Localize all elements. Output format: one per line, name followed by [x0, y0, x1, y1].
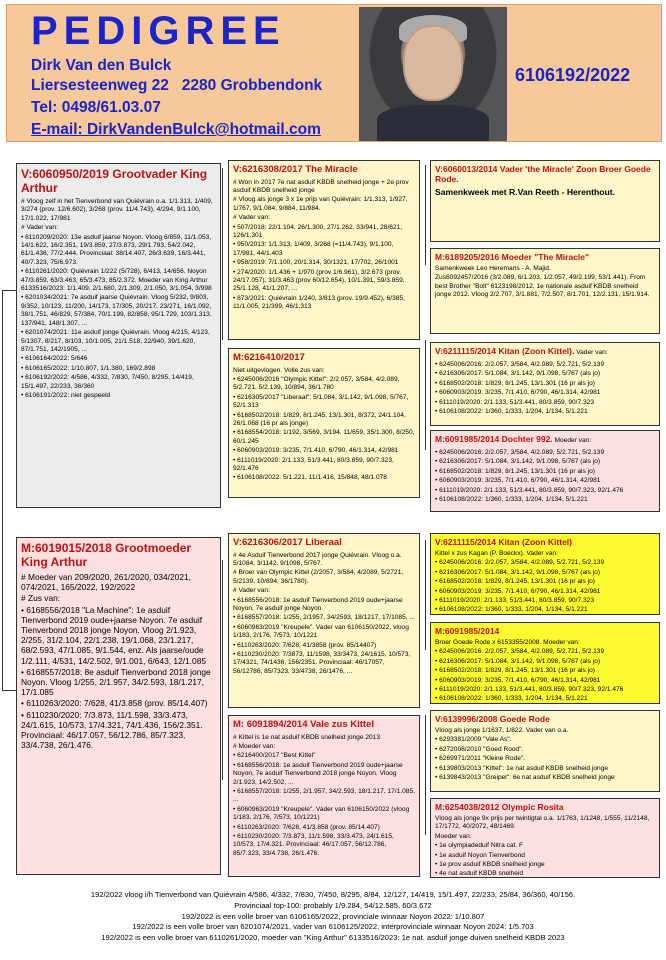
sire-line: # Vloog zelf in het Tienverbond van Quiévrain o.a. 1/1.313, 1/409, 3/274 (prov. 12/6.602), 3/268 (prov. 11/4.743), 4/294, 9/1.100, 17/1.022, 17/981 — [21, 198, 213, 222]
dam-sire-dam-line: • 6106108/2022: 1/360, 1/333, 1/204, 1/134, 5/1.221 — [435, 695, 588, 703]
owner-address: Liersesteenweg 22 2280 Grobbendonk — [31, 77, 323, 94]
dam-dam-line: # Kittel is 1e nat asduif KBDB snelheid jonge 2013 — [233, 733, 380, 741]
footer-line: 192/2022 is een volle broer van 6201074/2021, vader van 6106125/2022, interprovinciale winnaar Noyon 2024: 1/5.703 — [132, 922, 534, 932]
sire-sire-sire-title: V:6060013/2014 Vader 'the Miracle' Zoon Broer Goede Rode. — [435, 164, 651, 184]
sire-line: • 6106164/2022: 5/646 — [21, 355, 88, 363]
dam-sire-dam-line: Broer Goede Rode x 6153355/2008. Moeder van: — [435, 639, 580, 646]
sire-line: • 6110209/2020: 13e asduif jaarse Noyon. Vloog 6/859, 11/1.053, 14/1.622, 16/2.351, 19/3.859, 27/3.873, 29/1.793, 54/2.042, 61/1.436, 77/2.444. Provinciaal: 38/14.407, 26/3.639, 16/3.441, 40/7.323, 75/6.973. — [21, 233, 212, 266]
dam-sire-line: • 6110263/2020: 7/628, 41/3858 (prov. 85/14407) — [233, 641, 377, 649]
dam-dam-dam-line: Vloog als jonge 9x prijs per twintigtal o.a. 1/1763, 1/1248, 1/555, 11/2148, 17/1772, 40/2072, 48/1469. — [435, 815, 650, 831]
tree-connector — [425, 165, 426, 265]
dam-line: # Moeder van 209/2020, 261/2020, 034/2021, 074/2021, 165/2022, 192/2022 — [21, 572, 191, 593]
dam-sire-dam-line: • 6111019/2020: 2/1.133, 51/3.441, 80/3.859, 90/7.323, 92/1.476 — [435, 686, 624, 694]
tree-connector — [425, 715, 426, 835]
dam-sire-dam-line: • 6060903/2019: 3/235, 7/1.410, 6/790, 46/1.314, 42/981 — [435, 676, 601, 684]
sire-dam-dam-line: • 6111019/2020: 2/1.133, 51/3.441, 80/3.859, 90/7.323, 92/1.476 — [435, 486, 624, 494]
dam-dam-sire-line: • 6272008/2010 "Goed Rood". — [435, 745, 524, 753]
sire-sire-sire-box — [430, 160, 660, 242]
sire-dam-box — [228, 348, 420, 498]
dam-dam-line: • 6060963/2019 "Kreupele". Vader van 6106150/2022 (vloog 1/183, 2/176, 7/573, 10/1221) — [233, 805, 410, 822]
sire-dam-sire-line: • 6106108/2022: 1/360, 1/333, 1/204, 1/134, 5/1.221 — [435, 408, 588, 416]
sire-sire-line: # Vloog als jonge 3 x 1e prijs van Quiévrain: 1/1.313, 1/927, 1/767, 9/1.084, 9/884, 11/984. — [233, 196, 408, 212]
dam-sire-line: • 6168556/2018: 1e asduif Tienverbond 2019 oude+jaarse Noyon, 7e asduif jonge Noyon — [233, 596, 403, 612]
dam-dam-sire-box — [430, 710, 660, 792]
dam-dam-dam-box — [430, 798, 660, 878]
dam-line: • 6168557/2018: 8e asduif Tienverbond 2018 jonge Noyon. Vloog 1/255, 2/1.957, 34/2.593, 18/1.217, 17/1.085 — [21, 666, 211, 698]
dam-sire-line: • 6168557/2018: 1/255, 2/1957, 34/2593, 18/1217, 17/1085, ... — [233, 614, 415, 622]
dam-dam-line: • 6216400/2017 "Best Kittel" — [233, 752, 316, 760]
sire-sire-line: # Won in 2017 7e nat asduif KBDB snelheid jonge + 2e prov asduif KBDB snelheid jonge — [233, 178, 409, 194]
sire-sire-line: • 274/2020: 1/1.436 + 1/970 (prov 1/6.961), 3/2.673 (prov. 24/17.057), 31/3.463 (prov 60/12.654), 10/1.391, 59/3.859, 25/1.128, 41/1.207, ... — [233, 268, 405, 293]
sire-dam-line: • 6216305/2017 "Liberaal": 5/1.084, 3/1.142, 9/1.098, 5/767, 52/1.313 — [233, 393, 409, 410]
footer-line: 192/2022 is een volle broer van 6110261/2020, moeder van "King Arthur" 6133516/2023: 1e nat. asduif jonge duiven snelheid KBDB 2023 — [101, 933, 565, 943]
sire-dam-line: Niet uitgevlogen. Volle zus van: — [233, 366, 325, 374]
dam-sire-dam-line: • 6168502/2018: 1/829, 8/1.245, 13/1.301 (16 pr als jo) — [435, 667, 595, 675]
sire-line: • 6106192/2022: 4/586, 4/332, 7/830, 7/450, 8/295, 14/419, 15/1.497, 22/233, 36/360 — [21, 374, 194, 390]
dam-dam-title: M: 6091894/2014 Vale zus Kittel — [233, 719, 374, 730]
dam-dam-line: • 6110230/2020: 7/3.873, 11/1.598, 33/3.473, 24/1.615, 10/573, 17/4.321. Provinciaal: 46/17.057, 56/12.786, 85/7.323, 33/4.738, 26/1.476. — [233, 832, 394, 857]
dam-sire-line: # Vader van: — [233, 587, 270, 595]
owner-photo — [359, 7, 507, 141]
dam-sire-sire-line: • 6245006/2016: 2/2.057, 3/584, 4/2.089, 5/2.721, 5/2.139 — [435, 559, 605, 567]
dam-sire-line: • 6060963/2019 "Kreupele". Vader van 6106150/2022, vloog 1/183, 2/176, 7/573, 10/1221 — [233, 623, 409, 640]
sire-sire-title: V:6216308/2017 The Miracle — [233, 164, 358, 175]
sire-box — [16, 163, 221, 508]
sire-dam-dam-title: M:6091985/2014 Dochter 992. — [435, 434, 553, 444]
sire-dam-dam-line: • 6216306/2017: 5/1.084, 3/1.142, 9/1.098, 5/767 (als jo) — [435, 458, 601, 466]
footer-line: 192/2022 is een volle broer van 6106165/2022, provinciale winnaar Noyon 2022: 1/10.807 — [181, 911, 485, 921]
sire-sire-line: # Vader van: — [233, 214, 270, 222]
dam-sire-dam-title: M:6091985/2014 — [435, 626, 500, 636]
sire-sire-dam-title: M:6189205/2016 Moeder "The Miracle" — [435, 252, 590, 262]
dam-dam-sire-line: • 6139803/2013 "Kittel": 1e nat asduif KBDB snelheid jonge — [435, 764, 609, 772]
tree-connector — [2, 690, 16, 691]
sire-dam-sire-line: • 6168502/2018: 1/829, 8/1.245, 13/1.301 (16 pr als jo) — [435, 379, 595, 387]
dam-sire-sire-title: V:6211115/2014 Kitan (Zoon Kittel) — [435, 537, 573, 547]
dam-dam-box — [228, 715, 420, 877]
tree-connector — [425, 340, 426, 450]
dam-line: • 6110263/2020: 7/628, 41/3.858 (prov. 85/14.407) — [21, 698, 208, 709]
sire-line: • 6110261/2020: Quiévrain 1/222 (5/728), 6/413, 14/656. Noyon 47/3.859, 63/3.463, 65/3.473, 85/2.372. Moeder van King Arthur 6133516/2023: 1/1.409, 2/1.680, 2/1.309, 2/1.050, 3/1.054, 3/998 — [21, 268, 212, 293]
dam-dam-dam-line: • 1e asduif Noyon Tienverbond — [435, 851, 525, 859]
dam-dam-line: • 6168556/2018: 1e asduif Tienverbond 2019 oude+jaarse Noyon, 7e asduif Tienverbond 2018 jonge Noyon. Vloog 2/1.923, 14/2.502, ... — [233, 761, 403, 786]
sire-sire-dam-line: Samenkweek Leo Heremans - A. Majid. — [435, 265, 551, 272]
dam-dam-sire-line: • 6139843/2013 "Greipel": 6e nat asduif KBDB snelheid jonge — [435, 774, 615, 782]
sire-dam-title: M:6216410/2017 — [233, 352, 305, 363]
sire-dam-dam-line: • 6168502/2018: 1/829, 8/1.245, 13/1.301 (16 pr als jo) — [435, 467, 595, 475]
dam-sire-box — [228, 533, 420, 708]
dam-sire-sire-line: • 6106108/2022: 1/360, 1/333, 1/204, 1/134, 5/1.221 — [435, 606, 588, 614]
sire-dam-sire-line: • 6216306/2017: 5/1.084, 3/1.142, 9/1.098, 5/767 (als jo) — [435, 370, 601, 378]
sire-sire-dam-box — [430, 248, 660, 334]
tree-connector — [222, 168, 223, 340]
sire-dam-line: • 6106108/2022: 5/1.221, 11/1.416, 15/848, 48/1.078 — [233, 474, 387, 482]
sire-dam-dam-line: • 6106108/2022: 1/360, 1/333, 1/204, 1/134, 5/1.221 — [435, 496, 588, 504]
sire-dam-sire-box: V:6211115/2014 Kitan (Zoon Kittel). Vader van: • 6245006/2016: 2/2.057, 3/584, 4/2.089, 5/2.721, 5/2.139 • 6216306/2017: 5/1.084, 3/1.142, 9/1.098, 5/767 (als jo) • 6168502/2018: 1/829, 8/1.245, 13/1.301 (16 pr als jo) • 6060903/2019: 3/235, 7/1.410, 6/790, 46/1.314, 42/981 • 6111019/2020: 2/1.133, 51/3.441, 80/3.859, 90/7.323 • 6106108/2022: 1/360, 1/333, 1/204, 1/134, 5/1.221 — [430, 342, 660, 426]
owner-name: Dirk Van den Bulck — [31, 57, 172, 74]
sire-dam-dam-box: M:6091985/2014 Dochter 992. Moeder van: • 6245006/2016: 2/2.057, 3/584, 4/2.089, 5/2.721, 5/2.139 • 6216306/2017: 5/1.084, 3/1.142, 9/1.098, 5/767 (als jo) • 6168502/2018: 1/829, 8/1.245, 13/1.301 (16 pr als jo) • 6060903/2019: 3/235, 7/1.410, 6/790, 46/1.314, 42/981 • 6111019/2020: 2/1.133, 51/3.441, 80/3.859, 90/7.323, 92/1.476 • 6106108/2022: 1/360, 1/333, 1/204, 1/134, 5/1.221 — [430, 430, 660, 512]
dam-sire-dam-box — [430, 622, 660, 704]
sire-dam-dam-line: • 6060903/2019: 3/235, 7/1.410, 6/790, 46/1.314, 42/981 — [435, 477, 601, 485]
sire-line: • 6106191/2022: niet gespeeld — [21, 391, 111, 399]
dam-sire-line: # Broer van Olympic Kittel (2/2057, 3/584, 4/2089, 5/2721, 5/2139, 10/894, 36/1780). — [233, 569, 404, 585]
dam-line: • 6168556/2018 "La Machine": 1e asduif Tienverbond 2019 oude+jaarse Noyon. 7e asduif Tienverbond 2018 jonge Noyon. Vloog 2/1.923, 2/255, 31/2.104, 22/1.238, 19/1.068, 23/1.217, 68/2.593, 47/1.085, 9/1.544, enz. Als jaarse/oude 1/2.111, 4/531, 14/2.502, 9/1.001, 6/643, 12/1.085 — [21, 604, 207, 666]
tree-connector — [222, 560, 223, 780]
dam-sire-dam-line: • 6245006/2016: 2/2.057, 3/584, 4/2.089, 5/2.721, 5/2.139 — [435, 648, 605, 656]
dam-box — [16, 537, 221, 875]
dam-dam-dam-line: • 4e nat asduif KBDB snelheid — [435, 870, 524, 878]
dam-sire-line: • 6110230/2020: 7/3873, 11/1598, 33/3473, 24/1615, 10/573, 17/4321, 74/1436, 156/2351. Provinciaal: 46/17057, 56/12786, 85/7323, 33/4738, 26/1476, ... — [233, 650, 411, 675]
sire-dam-line: • 6111019/2020: 2/1.133, 51/3.441, 80/3.859, 90/7.323, 92/1.476 — [233, 456, 394, 472]
page-title: PEDIGREE — [31, 9, 286, 53]
sire-sire-box — [228, 160, 420, 340]
dam-dam-sire-line: • 6293381/2009 "Vale As". — [435, 736, 512, 744]
dam-dam-dam-line: • 1e olympiadeduif Nitra cat. F — [435, 842, 524, 850]
dam-sire-title: V:6216306/2017 Liberaal — [233, 537, 342, 548]
sire-dam-sire-line: • 6245006/2016: 2/2.057, 3/584, 4/2.089, 5/2.721, 5/2.139 — [435, 361, 605, 368]
ring-number: 6106192/2022 — [515, 65, 631, 85]
dam-sire-sire-line: • 6168502/2018: 1/829, 8/1.245, 13/1.301 (16 pr als jo) — [435, 578, 595, 586]
dam-title: M:6019015/2018 Grootmoeder King Arthur — [21, 541, 192, 569]
dam-dam-dam-title: M:6254038/2012 Olympic Rosita — [435, 802, 564, 812]
dam-sire-sire-box — [430, 533, 660, 615]
sire-sire-sire-line: Samenkweek met R.Van Reeth - Herenthout. — [435, 187, 616, 197]
dam-dam-dam-line: • 1e prov asduif KBDB snelheid jonge — [435, 861, 545, 869]
dam-line: # Zus van: — [21, 593, 61, 604]
sire-dam-sire-title: V:6211115/2014 Kitan (Zoon Kittel). — [435, 346, 575, 356]
sire-sire-line: • 873/2021: Quiévrain 1/240, 3/813 (prov. 19/9.452), 6/385, 11/1.005, 21/399, 46/1.313 — [233, 294, 405, 311]
dam-sire-sire-line: • 6216306/2017: 5/1.084, 3/1.142, 9/1.098, 5/767 (als jo) — [435, 568, 601, 576]
sire-sire-dam-line: Zus6092457/2016 (3/2.089, 6/1.203, 1/2.057, 49/2.199, 53/1.441). From best Brother "Bolt" 6123198/2012, 1e nationale asduif KBDB snelheid jonge 2012. Vloog 2/2.707, 3/1.881, 7/2.507, 8/1.701, 12/2.131, 15/1.914. — [435, 274, 650, 299]
sire-sire-line: • 507/2018: 22/1.104, 26/1.300, 27/1.262, 33/941, 28/621, 126/1.301 — [233, 223, 403, 239]
footer-line: Provinciaal top-100: probably 1/9.284, 54/12.585, 60/3.672 — [234, 900, 432, 910]
sire-line: • 6106165/2022: 1/10.807, 1/1.380, 169/2.898 — [21, 364, 156, 372]
tree-connector — [425, 540, 426, 650]
dam-sire-line: # 4e Asduif Tienverbond 2017 jonge Quiévrain. Vloog o.a. 5/1084, 3/1142, 9/1098, 5/767. — [233, 551, 402, 567]
dam-line: • 6110230/2020: 7/3.873, 11/1.598, 33/3.473, 24/1.615, 10/573, 17/4.321, 74/1.436, 156/2.351. Provinciaal: 46/17.057, 56/12.786, 85/7.323, 33/4.738, 26/1.476. — [21, 709, 203, 751]
dam-sire-sire-line: • 6060903/2019: 3/235, 7/1.410, 6/790, 46/1.314, 42/981 — [435, 587, 601, 595]
dam-sire-sire-line: • 6111019/2020: 2/1.133, 51/3.441, 80/3.859, 90/7.323 — [435, 597, 594, 605]
sire-dam-line: • 6245006/2016 "Olympic Kittel": 2/2.057, 3/584, 4/2.089, 5/2.721, 5/2.139, 10/894, 36/1.780 — [233, 375, 400, 392]
sire-line: • 6201034/2021: 7e asduif jaarse Quiévrain. Vloog 5/232, 9/803, 9/352, 10/123, 11/200, 14/173, 17/305, 20/217, 23/271, 16/1.092, 38/1.751, 46/829, 57/384, 70/1.199, 82/858, 95/1.729, 103/1.313, 137/941, 148/1.307, ... — [21, 294, 212, 327]
dam-dam-sire-title: V:6139996/2008 Goede Rode — [435, 714, 550, 724]
tree-connector — [2, 290, 3, 690]
sire-line: # Vader van: — [21, 224, 58, 232]
sire-details — [21, 198, 216, 400]
sire-dam-sire-line: • 6111019/2020: 2/1.133, 51/3.441, 80/3.859, 90/7.323 — [435, 398, 594, 406]
dam-dam-dam-line: Moeder van: — [435, 832, 472, 840]
sire-dam-line: • 6168554/2018: 1/192, 3/569, 3/194, 11/659, 35/1.300, 8/250, 60/1.245 — [233, 429, 415, 445]
tree-connector — [2, 290, 16, 291]
sire-title: V:6060950/2019 Grootvader King Arthur — [21, 167, 208, 195]
sire-sire-line: • 950/2013: 1/1.313, 1/409, 3/268 (=11/4.743), 9/1.100, 17/981, 44/1.403 — [233, 241, 394, 257]
dam-sire-dam-line: • 6216306/2017: 5/1.084, 3/1.142, 9/1.098, 5/767 (als jo) — [435, 657, 601, 665]
owner-phone: Tel: 0498/61.03.07 — [31, 99, 161, 116]
dam-dam-line: • 6110263/2020: 7/628, 41/3.858 (prov. 85/14.407) — [233, 823, 380, 831]
dam-dam-sire-line: Vloog als jonge 1/1637, 1/822. Vader van o.a. — [435, 727, 569, 734]
sire-dam-dam-line: • 6245006/2016: 2/2.057, 3/584, 4/2.089, 5/2.721, 5/2.139 — [435, 449, 605, 456]
dam-dam-sire-line: • 6269971/2011 "Kleine Rode". — [435, 755, 526, 763]
pedigree-footer — [0, 890, 666, 944]
sire-dam-sire-line: • 6060903/2019: 3/235, 7/1.410, 6/790, 46/1.314, 42/981 — [435, 389, 601, 397]
sire-sire-line: • 958/2019: 7/1.100, 20/1.314, 30/1321, 17/702, 26/1001 — [233, 259, 399, 267]
dam-sire-sire-line: Kittel x zus Kagan (P. Boeckx). Vader van: — [435, 550, 558, 557]
footer-line: 192/2022 vloog i/h Tienverbond van Quiévrain 4/586, 4/332, 7/830, 7/450, 8/295, 8/84, 12/127, 14/419, 15/1.497, 22/233, 25/84, 36/360, 40/156. — [90, 890, 576, 899]
sire-dam-line: • 6168502/2018: 1/829, 8/1.245, 13/1.301, 8/372, 24/1.104, 26/1.068 (16 pr als jonge) — [233, 411, 406, 427]
pedigree-header — [6, 4, 662, 142]
dam-dam-line: # Moeder van: — [233, 742, 276, 750]
sire-dam-line: • 6060903/2019: 3/235, 7/1.410, 6/790, 46/1.314, 42/981 — [233, 447, 399, 455]
dam-details — [21, 572, 216, 750]
owner-email[interactable]: E-mail: DirkVandenBulck@hotmail.com — [31, 121, 321, 138]
dam-dam-line: • 6168557/2018: 1/255, 2/1.957, 34/2.593, 18/1.217, 17/1.085, ... — [233, 787, 415, 804]
sire-line: • 6201074/2021: 11e asduif jonge Quiévrain. Vloog 4/215, 4/123, 5/1307, 8/217, 8/103, 10/1.005, 21/1.518, 22/940, 39/1.620, 87/1.751, 142/1905, ... — [21, 329, 210, 353]
